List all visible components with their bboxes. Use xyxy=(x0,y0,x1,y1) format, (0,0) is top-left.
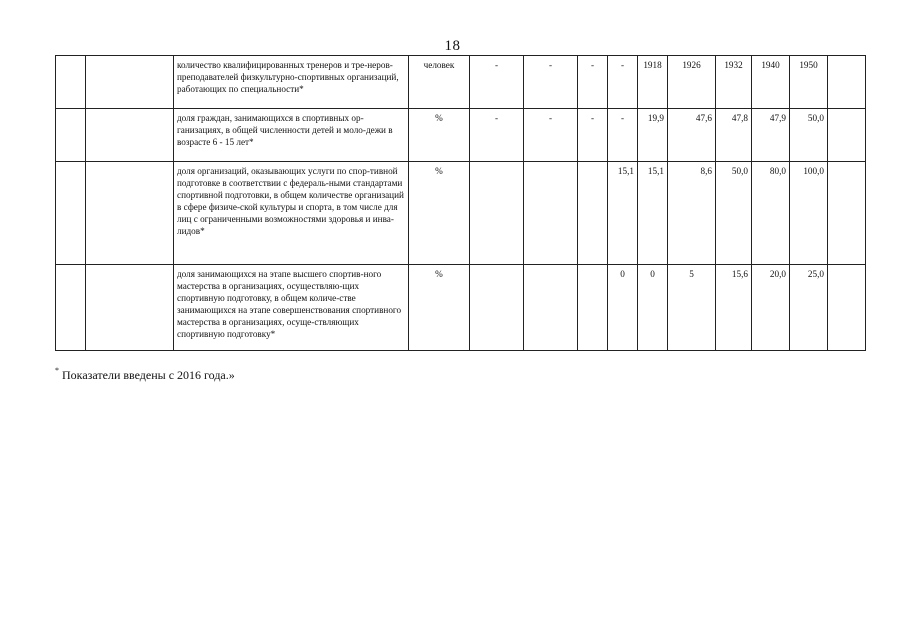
indicator-description: количество квалифицированных тренеров и тре-неров-преподавателей физкультурно-спортивных организаций, работающих по специальности* xyxy=(174,56,409,109)
indicator-description: доля граждан, занимающихся в спортивных ор-ганизациях, в общей численности детей и моло-дежи в возрасте 6 - 15 лет* xyxy=(174,109,409,162)
table-row xyxy=(56,109,866,162)
table-row xyxy=(56,162,866,265)
value-cell: 100,0 xyxy=(790,162,828,265)
value-cell: 47,9 xyxy=(752,109,790,162)
value-cell: 20,0 xyxy=(752,265,790,351)
program-cell xyxy=(86,162,174,265)
value-cell xyxy=(524,265,578,351)
value-cell: 50,0 xyxy=(790,109,828,162)
value-cell: - xyxy=(470,56,524,109)
unit-cell: % xyxy=(409,162,470,265)
table-row xyxy=(56,265,866,351)
indicator-description: доля организаций, оказывающих услуги по спор-тивной подготовке в соответствии с федераль-ными стандартами спортивной подготовки, в общем количестве организаций в сфере физиче-ской культуры и спорта, в том числе для лиц с ограниченными возможностями здоровья и инва-лидов* xyxy=(174,162,409,265)
program-cell xyxy=(86,109,174,162)
program-cell xyxy=(86,265,174,351)
value-cell xyxy=(578,162,608,265)
index-cell xyxy=(56,56,86,109)
unit-cell: % xyxy=(409,109,470,162)
empty-cell xyxy=(828,56,866,109)
indicator-description: доля занимающихся на этапе высшего спортив-ного мастерства в организациях, осуществляю-щих спортивную подготовку, в общем количе-стве занимающихся на этапе совершенствования спортивного мастерства в организациях, осуще-ствляющих спортивную подготовку* xyxy=(174,265,409,351)
footnote-mark: * xyxy=(55,366,59,375)
value-cell: 8,6 xyxy=(668,162,716,265)
value-cell: 15,1 xyxy=(638,162,668,265)
value-cell: 25,0 xyxy=(790,265,828,351)
empty-cell xyxy=(828,265,866,351)
value-cell xyxy=(470,162,524,265)
value-cell: 1932 xyxy=(716,56,752,109)
value-cell: 80,0 xyxy=(752,162,790,265)
value-cell: - xyxy=(524,56,578,109)
unit-cell: % xyxy=(409,265,470,351)
value-cell: - xyxy=(470,109,524,162)
value-cell: 5 xyxy=(668,265,716,351)
footnote xyxy=(55,368,235,383)
indicators-table xyxy=(55,55,866,351)
index-cell xyxy=(56,162,86,265)
value-cell: 47,6 xyxy=(668,109,716,162)
empty-cell xyxy=(828,109,866,162)
value-cell: 1926 xyxy=(668,56,716,109)
value-cell: 0 xyxy=(638,265,668,351)
program-cell xyxy=(86,56,174,109)
value-cell: 1950 xyxy=(790,56,828,109)
value-cell: 1940 xyxy=(752,56,790,109)
value-cell xyxy=(470,265,524,351)
value-cell: 19,9 xyxy=(638,109,668,162)
value-cell xyxy=(524,162,578,265)
value-cell: 0 xyxy=(608,265,638,351)
page-number: 18 xyxy=(444,38,461,54)
value-cell: 15,6 xyxy=(716,265,752,351)
value-cell: - xyxy=(578,109,608,162)
value-cell: 15,1 xyxy=(608,162,638,265)
value-cell: - xyxy=(578,56,608,109)
value-cell: 50,0 xyxy=(716,162,752,265)
value-cell: 47,8 xyxy=(716,109,752,162)
value-cell: 1918 xyxy=(638,56,668,109)
table-row xyxy=(56,56,866,109)
index-cell xyxy=(56,109,86,162)
value-cell xyxy=(578,265,608,351)
value-cell: - xyxy=(524,109,578,162)
footnote-text: Показатели введены с 2016 года.» xyxy=(59,368,235,382)
value-cell: - xyxy=(608,56,638,109)
empty-cell xyxy=(828,162,866,265)
value-cell: - xyxy=(608,109,638,162)
index-cell xyxy=(56,265,86,351)
unit-cell: человек xyxy=(409,56,470,109)
